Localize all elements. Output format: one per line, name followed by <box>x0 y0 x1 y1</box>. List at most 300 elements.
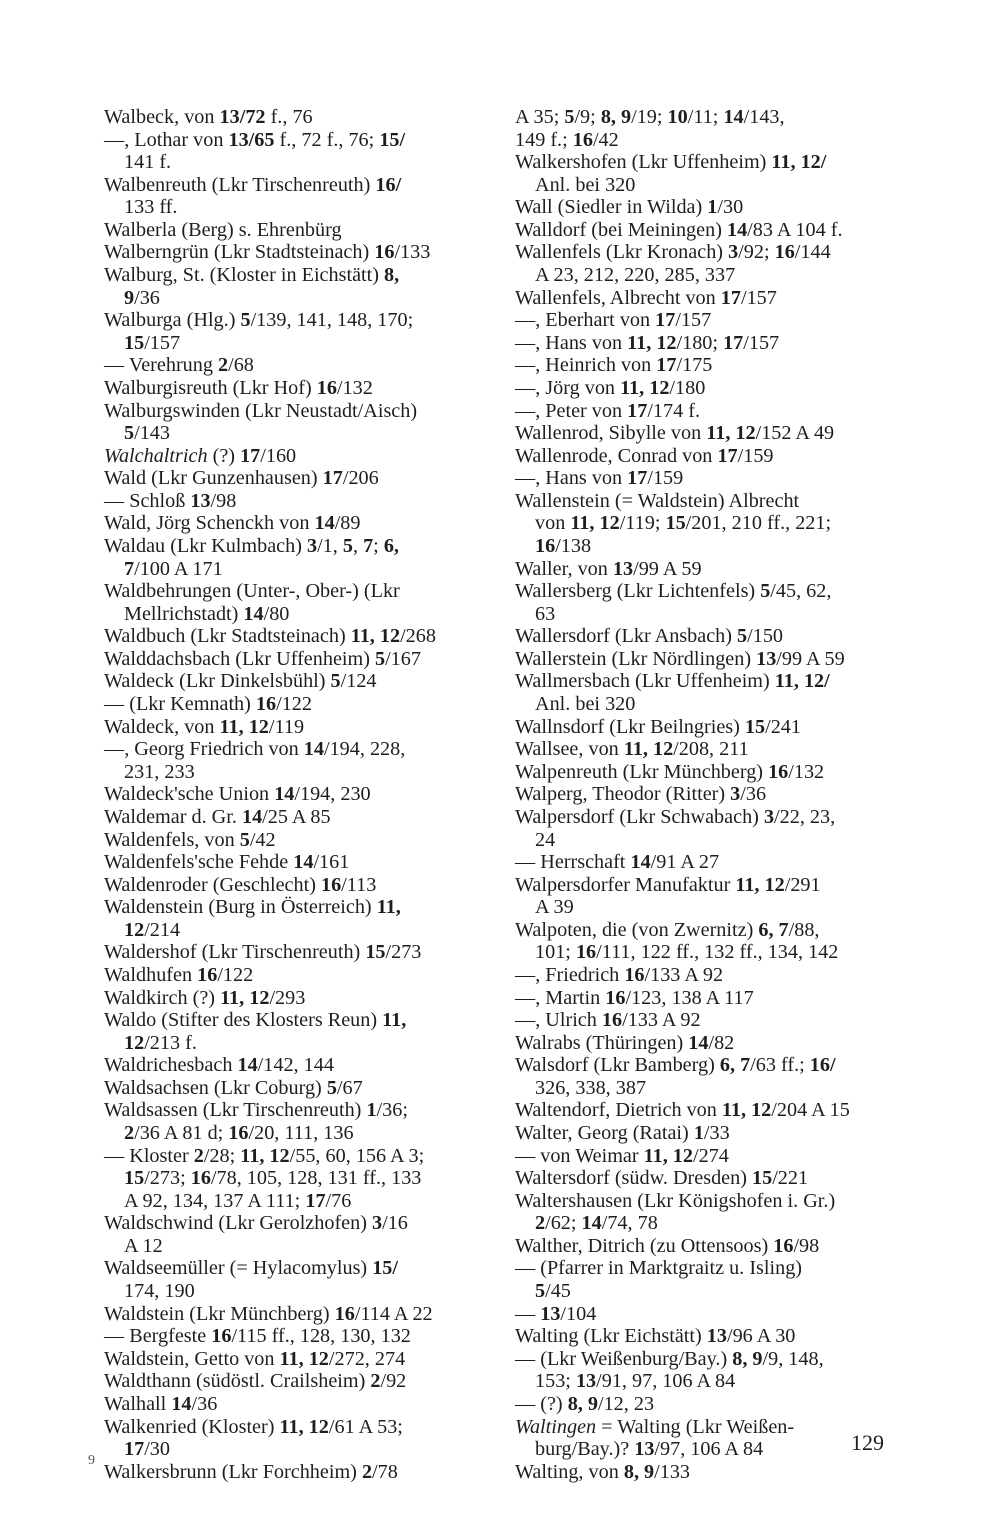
entry-text: /45 <box>545 1280 571 1303</box>
volume-number: 16 <box>575 941 597 964</box>
volume-number: 13/72 <box>219 106 266 128</box>
entry-text: Waldbuch (Lkr Stadtsteinach) <box>104 625 351 648</box>
volume-number: 13 <box>706 1325 727 1348</box>
index-column-left <box>104 106 486 1483</box>
entry-text: — von Weimar <box>515 1144 644 1167</box>
volume-number: 11, 12 <box>240 1144 290 1167</box>
entry-text: /157 <box>743 331 780 354</box>
entry-text: 153; <box>535 1370 576 1393</box>
entry-text: /92 <box>380 1370 407 1393</box>
left-column-line <box>104 196 486 219</box>
right-column-line <box>515 422 899 445</box>
entry-text: Waldstein, Getto von <box>104 1347 280 1370</box>
entry-text: — Kloster <box>104 1144 194 1167</box>
right-column-line <box>515 648 899 671</box>
entry-text: Walter, Georg (Ratai) <box>515 1122 694 1145</box>
volume-number: 8, 9 <box>600 106 632 128</box>
left-column-line <box>104 422 486 445</box>
entry-text: /22, 23, <box>774 805 836 828</box>
right-column-line <box>515 738 899 761</box>
italic-term: Waltingen <box>515 1415 597 1438</box>
entry-text: Wald, Jörg Schenckh von <box>104 512 315 535</box>
right-column-line <box>515 1009 899 1032</box>
left-column-line <box>104 174 486 197</box>
entry-text: /96 A 30 <box>726 1325 796 1348</box>
entry-text: /99 A 59 <box>633 557 702 580</box>
volume-number: 16/ <box>375 173 402 196</box>
volume-number: 14 <box>314 512 335 535</box>
entry-text: A 35; <box>515 106 565 128</box>
volume-number: 16 <box>190 1167 211 1190</box>
entry-text: /36 <box>134 286 160 309</box>
volume-number: 15/ <box>379 128 406 151</box>
left-column-line <box>104 1099 486 1122</box>
right-column-line <box>515 580 899 603</box>
entry-text: Walpenreuth (Lkr Münchberg) <box>515 760 769 783</box>
right-column-line <box>515 761 899 784</box>
entry-text: Waldstein (Lkr Münchberg) <box>104 1302 335 1325</box>
right-column-line <box>515 603 899 626</box>
entry-text: /99 A 59 <box>776 647 845 670</box>
right-column-line <box>515 1235 899 1258</box>
volume-number: 17 <box>717 444 738 467</box>
volume-number: 3 <box>372 1212 383 1235</box>
entry-text: 133 ff. <box>124 196 178 219</box>
entry-text: Walburgisreuth (Lkr Hof) <box>104 376 317 399</box>
entry-text: Walrabs (Thüringen) <box>515 1031 689 1054</box>
right-column-line <box>515 309 899 332</box>
entry-text: /100 A 171 <box>134 557 223 580</box>
entry-text: Waldthann (südöstl. Crailsheim) <box>104 1370 371 1393</box>
volume-number: 16 <box>211 1325 232 1348</box>
left-column-line <box>104 648 486 671</box>
entry-text: /144 <box>794 241 831 264</box>
entry-text: Waldeck, von <box>104 715 220 738</box>
entry-text: Waldau (Lkr Kulmbach) <box>104 534 307 557</box>
entry-text: f., 76 <box>265 106 313 128</box>
volume-number: 1 <box>707 196 718 219</box>
left-column-line <box>104 1212 486 1235</box>
volume-number: 3 <box>728 241 739 264</box>
volume-number: 5 <box>564 106 575 128</box>
entry-text: /28; <box>203 1144 241 1167</box>
volume-number: 2 <box>535 1212 546 1235</box>
entry-text: Wallenrode, Conrad von <box>515 444 718 467</box>
volume-number: 11, 12 <box>350 625 401 648</box>
entry-text: Walpoten, die (von Zwernitz) <box>515 918 759 941</box>
entry-text: Walhall <box>104 1392 172 1415</box>
right-column-line <box>515 987 899 1010</box>
left-column-line <box>104 1122 486 1145</box>
entry-text: /194, 230 <box>294 783 371 806</box>
index-column-right <box>515 106 899 1483</box>
right-column-line <box>515 874 899 897</box>
entry-text: /213 f. <box>144 1031 197 1054</box>
volume-number: 16 <box>624 963 645 986</box>
entry-text: /16 <box>382 1212 408 1235</box>
left-column-line <box>104 1032 486 1055</box>
entry-text: /33 <box>703 1122 730 1145</box>
volume-number: 13 <box>575 1370 597 1393</box>
left-column-line <box>104 1325 486 1348</box>
entry-text: 101; <box>535 941 576 964</box>
entry-text: /89 <box>334 512 361 535</box>
entry-text: — Verehrung <box>104 354 218 377</box>
entry-text: Walkersbrunn (Lkr Forchheim) <box>104 1460 362 1483</box>
entry-text: = Walting (Lkr Weißen- <box>596 1415 795 1438</box>
volume-number: 14 <box>274 783 295 806</box>
right-column-line <box>515 1212 899 1235</box>
entry-text: /55, 60, 156 A 3; <box>289 1144 425 1167</box>
left-column-line <box>104 445 486 468</box>
signature-mark: 9 <box>88 1453 95 1468</box>
right-column-line <box>515 512 899 535</box>
volume-number: 16 <box>197 963 218 986</box>
volume-number: 15 <box>124 331 145 354</box>
entry-text: — (?) <box>515 1392 568 1415</box>
entry-text: /174 f. <box>647 399 701 422</box>
volume-number: 5 <box>374 647 386 670</box>
volume-number: 13 <box>190 489 211 512</box>
volume-number: 11, 12 <box>627 331 677 354</box>
volume-number: 1 <box>366 1099 377 1122</box>
entry-text: 24 <box>535 828 556 851</box>
left-column-line <box>104 332 486 355</box>
entry-text: /67 <box>336 1076 363 1099</box>
entry-text: /206 <box>342 467 379 490</box>
entry-text: /122 <box>217 963 254 986</box>
entry-text: /74, 78 <box>601 1212 658 1235</box>
left-column-line <box>104 467 486 490</box>
entry-text: Waldschwind (Lkr Gerolzhofen) <box>104 1212 373 1235</box>
entry-text: Wallnsdorf (Lkr Beilngries) <box>515 715 745 738</box>
left-column-line <box>104 625 486 648</box>
right-column-line <box>515 1054 899 1077</box>
entry-text: Walting (Lkr Eichstätt) <box>515 1325 707 1348</box>
volume-number: 3 <box>730 783 741 806</box>
entry-text: Walther, Ditrich (zu Ottensoos) <box>515 1234 774 1257</box>
entry-text: /76 <box>325 1189 352 1212</box>
volume-number: 11, 12 <box>721 1099 772 1122</box>
right-column-line <box>515 219 899 242</box>
volume-number: 16 <box>320 873 342 896</box>
left-column-line <box>104 1370 486 1393</box>
left-column-line <box>104 1438 486 1461</box>
left-column-line <box>104 490 486 513</box>
left-column-line <box>104 1393 486 1416</box>
entry-text: /98 <box>210 489 237 512</box>
entry-text: /36; <box>376 1099 408 1122</box>
volume-number: 14 <box>171 1392 192 1415</box>
left-column-line <box>104 874 486 897</box>
left-column-line <box>104 558 486 581</box>
entry-text: /114 A 22 <box>354 1302 433 1325</box>
entry-text: /88, <box>788 918 820 941</box>
left-column-line <box>104 1348 486 1371</box>
entry-text: Waltendorf, Dietrich von <box>515 1099 722 1122</box>
right-column-line <box>515 287 899 310</box>
right-column-line <box>515 1303 899 1326</box>
left-column-line <box>104 264 486 287</box>
entry-text: 63 <box>535 602 556 625</box>
entry-text: Waldkirch (?) <box>104 986 221 1009</box>
entry-text: /83 A 104 f. <box>747 218 843 241</box>
entry-text: /122 <box>276 693 312 716</box>
entry-text: /80 <box>263 602 290 625</box>
volume-number: 7 <box>124 557 135 580</box>
volume-number: 8, 9 <box>567 1392 598 1415</box>
entry-text: Waldhufen <box>104 963 198 986</box>
entry-text: 149 f.; <box>515 128 573 151</box>
entry-text: —, Lothar von <box>104 128 229 151</box>
entry-text: /293 <box>269 986 306 1009</box>
entry-text: A 39 <box>535 896 574 919</box>
entry-text: —, Peter von <box>515 399 628 422</box>
entry-text: Waldeck'sche Union <box>104 783 275 806</box>
entry-text: Waldeck (Lkr Dinkelsbühl) <box>104 670 331 693</box>
entry-text: /98 <box>793 1234 820 1257</box>
entry-text: /159 <box>737 444 774 467</box>
entry-text: A 12 <box>124 1234 163 1257</box>
entry-text: /78 <box>372 1460 398 1483</box>
left-column-line <box>104 941 486 964</box>
entry-text: —, Jörg von <box>515 376 621 399</box>
entry-text: Anl. bei 320 <box>535 693 636 716</box>
entry-text: /157 <box>144 331 181 354</box>
volume-number: 16 <box>535 534 556 557</box>
entry-text: /9; <box>574 106 601 128</box>
volume-number: 5 <box>239 828 250 851</box>
volume-number: 16 <box>774 241 795 264</box>
entry-text: /19; <box>631 106 668 128</box>
left-column-line <box>104 851 486 874</box>
right-column-line <box>515 1145 899 1168</box>
entry-text: /133 A 92 <box>622 1009 701 1032</box>
right-column-line <box>515 1190 899 1213</box>
volume-number: 2 <box>124 1122 135 1145</box>
left-column-line <box>104 738 486 761</box>
entry-text: Waller, von <box>515 557 613 580</box>
entry-text: /241 <box>765 715 801 738</box>
left-column-line <box>104 219 486 242</box>
entry-text: Walberngrün (Lkr Stadtsteinach) <box>104 241 375 264</box>
right-column-line <box>515 851 899 874</box>
entry-text: Mellrichstadt) <box>124 602 244 625</box>
volume-number: 17 <box>322 467 343 490</box>
entry-text: Waldseemüller (= Hylacomylus) <box>104 1257 373 1280</box>
entry-text: /82 <box>708 1031 735 1054</box>
right-column-line <box>515 829 899 852</box>
entry-text: /175 <box>676 354 713 377</box>
entry-text: Wallersberg (Lkr Lichtenfels) <box>515 580 761 603</box>
volume-number: 14 <box>241 805 263 828</box>
left-column-line <box>104 1235 486 1258</box>
entry-text: Wallsee, von <box>515 738 624 761</box>
left-column-line <box>104 106 486 129</box>
entry-text: burg/Bay.)? <box>535 1438 635 1461</box>
left-column-line <box>104 354 486 377</box>
left-column-line <box>104 377 486 400</box>
volume-number: 5 <box>240 309 251 332</box>
left-column-line <box>104 1461 486 1484</box>
right-column-line <box>515 1325 899 1348</box>
entry-text: —, Martin <box>515 986 606 1009</box>
left-column-line <box>104 716 486 739</box>
right-column-line <box>515 806 899 829</box>
entry-text: /78, 105, 128, 131 ff., 133 <box>210 1167 422 1190</box>
volume-number: 12 <box>124 918 145 941</box>
volume-number: 15 <box>665 512 686 535</box>
volume-number: 6, <box>383 534 399 557</box>
right-column-line <box>515 1348 899 1371</box>
right-column-line <box>515 400 899 423</box>
entry-text: /11; <box>687 106 724 128</box>
entry-text: /62; <box>545 1212 582 1235</box>
volume-number: 3 <box>763 805 775 828</box>
entry-text: Walddachsbach (Lkr Uffenheim) <box>104 647 375 670</box>
entry-text: /221 <box>772 1167 809 1190</box>
entry-text: —, Hans von <box>515 331 628 354</box>
volume-number: 11, <box>376 896 401 919</box>
volume-number: 8, 9 <box>732 1347 763 1370</box>
volume-number: 16 <box>316 376 337 399</box>
volume-number: 13 <box>756 647 777 670</box>
entry-text: /273 <box>385 941 422 964</box>
volume-number: 16 <box>255 693 277 716</box>
volume-number: 5 <box>342 534 353 557</box>
entry-text: Walberla (Berg) s. Ehrenbürg <box>104 218 342 241</box>
entry-text: /45, 62, <box>770 580 832 603</box>
entry-text: /201, 210 ff., 221; <box>685 512 832 535</box>
right-column-line <box>515 129 899 152</box>
volume-number: 11, 12 <box>620 376 670 399</box>
entry-text: Wallersdorf (Lkr Ansbach) <box>515 625 738 648</box>
entry-text: /160 <box>260 444 297 467</box>
volume-number: 11, 12 <box>279 1415 329 1438</box>
entry-text: 231, 233 <box>124 760 195 783</box>
entry-text: —, Hans von <box>515 467 628 490</box>
volume-number: 2 <box>361 1460 373 1483</box>
volume-number: 15 <box>752 1167 773 1190</box>
left-column-line <box>104 829 486 852</box>
right-column-line <box>515 1416 899 1439</box>
entry-text: 326, 338, 387 <box>535 1076 647 1099</box>
volume-number: 17 <box>124 1438 145 1461</box>
volume-number: 14 <box>581 1212 602 1235</box>
entry-text: Waltershausen (Lkr Königshofen i. Gr.) <box>515 1189 836 1212</box>
entry-text: /42 <box>592 128 619 151</box>
right-column-line <box>515 106 899 129</box>
volume-number: 13 <box>612 557 634 580</box>
volume-number: 11, 12 <box>219 715 269 738</box>
volume-number: 11, 12/ <box>774 670 830 693</box>
entry-text: Waldemar d. Gr. <box>104 805 242 828</box>
entry-text: /208, 211 <box>673 738 749 761</box>
volume-number: 17 <box>720 286 741 309</box>
left-column-line <box>104 964 486 987</box>
entry-text: Walbenreuth (Lkr Tirschenreuth) <box>104 173 376 196</box>
entry-text: 141 f. <box>124 151 172 174</box>
entry-text: 174, 190 <box>124 1280 195 1303</box>
entry-text: /142, 144 <box>257 1054 334 1077</box>
volume-number: 10 <box>667 106 688 128</box>
entry-text: /204 A 15 <box>771 1099 850 1122</box>
entry-text: /36 <box>191 1392 218 1415</box>
entry-text: Walpersdorfer Manufaktur <box>515 873 736 896</box>
entry-text: — (Lkr Kemnath) <box>104 693 256 716</box>
entry-text: /104 <box>560 1302 597 1325</box>
right-column-line <box>515 1280 899 1303</box>
right-column-line <box>515 693 899 716</box>
right-column-line <box>515 1032 899 1055</box>
entry-text: /143, <box>743 106 785 128</box>
volume-number: 16 <box>572 128 593 151</box>
entry-text: /123, 138 A 117 <box>625 986 754 1009</box>
entry-text: A 23, 212, 220, 285, 337 <box>535 264 736 287</box>
right-column-line <box>515 941 899 964</box>
right-column-line <box>515 919 899 942</box>
entry-text: Wallenstein (= Waldstein) Albrecht <box>515 489 800 512</box>
volume-number: 17 <box>723 331 744 354</box>
volume-number: 11, 12 <box>220 986 270 1009</box>
entry-text: Waldenroder (Geschlecht) <box>104 873 321 896</box>
left-column-line <box>104 1009 486 1032</box>
volume-number: 16/ <box>809 1054 836 1077</box>
entry-text: /12, 23 <box>597 1392 655 1415</box>
left-column-line <box>104 693 486 716</box>
left-column-line <box>104 1077 486 1100</box>
volume-number: 5 <box>737 625 748 648</box>
entry-text: Walburg, St. (Kloster in Eichstätt) <box>104 264 385 287</box>
right-column-line <box>515 1099 899 1122</box>
right-column-line <box>515 1461 899 1484</box>
left-column-line <box>104 151 486 174</box>
entry-text: — Herrschaft <box>515 851 631 874</box>
entry-text: /214 <box>144 918 181 941</box>
entry-text: — Bergfeste <box>104 1325 212 1348</box>
left-column-line <box>104 535 486 558</box>
entry-text: /150 <box>747 625 784 648</box>
entry-text: —, Georg Friedrich von <box>104 738 304 761</box>
volume-number: 15 <box>744 715 766 738</box>
volume-number: 16 <box>605 986 626 1009</box>
left-column-line <box>104 806 486 829</box>
entry-text: /115 ff., 128, 130, 132 <box>231 1325 411 1348</box>
volume-number: 14 <box>237 1054 258 1077</box>
left-column-line <box>104 1145 486 1168</box>
entry-text: — (Pfarrer in Marktgraitz u. Isling) <box>515 1257 803 1280</box>
right-column-line <box>515 716 899 739</box>
left-column-line <box>104 987 486 1010</box>
right-column-line <box>515 196 899 219</box>
volume-number: 14 <box>303 738 324 761</box>
entry-text: /157 <box>675 309 712 332</box>
volume-number: 14 <box>726 218 748 241</box>
left-column-line <box>104 1167 486 1190</box>
left-column-line <box>104 670 486 693</box>
right-column-line <box>515 535 899 558</box>
entry-text: Walbeck, von <box>104 106 220 128</box>
entry-text: Waldenfels, von <box>104 828 240 851</box>
volume-number: 11, 12 <box>735 873 785 896</box>
volume-number: 6, 7 <box>719 1054 751 1077</box>
entry-text: ; <box>373 534 384 557</box>
volume-number: 11, 12 <box>623 738 674 761</box>
volume-number: 15 <box>124 1167 145 1190</box>
volume-number: 11, <box>382 1009 407 1032</box>
left-column-line <box>104 1054 486 1077</box>
left-column-line <box>104 761 486 784</box>
